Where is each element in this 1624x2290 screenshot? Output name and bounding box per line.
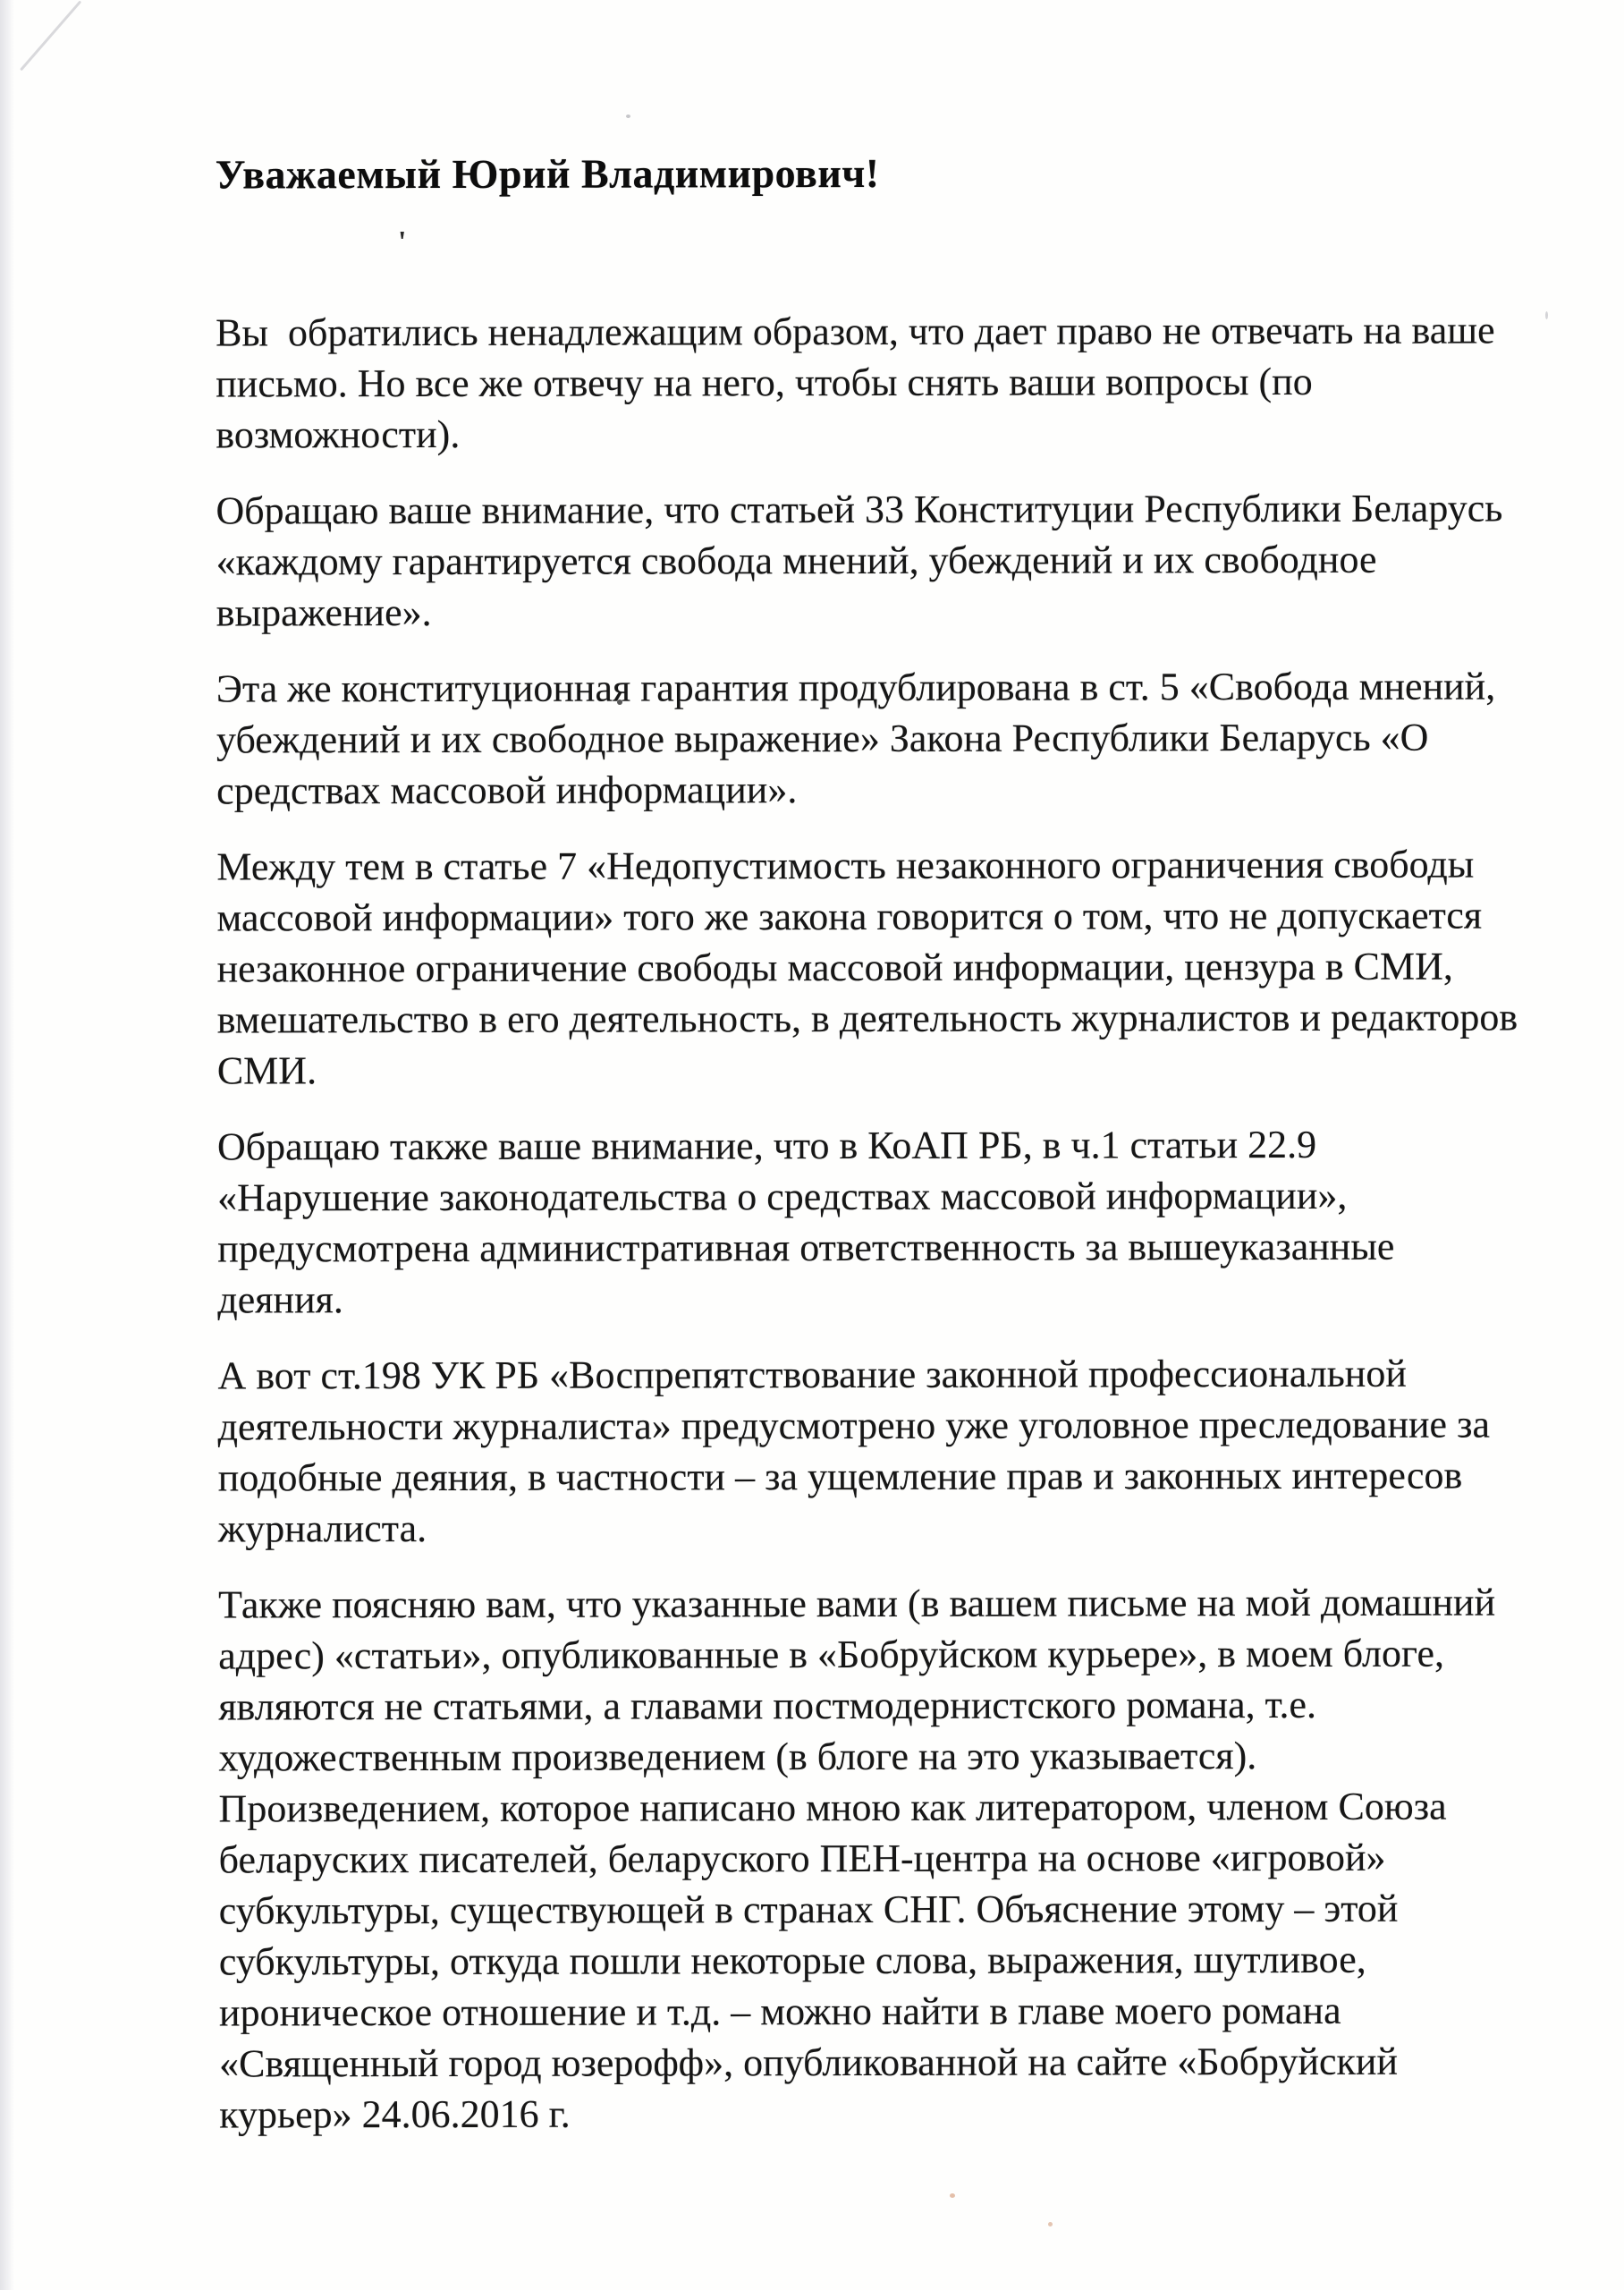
text-line: адрес) «статьи», опубликованные в «Бобруйском курьере», в моем блоге, [218,1631,1445,1678]
text-line: массовой информации» того же закона говорится о том, что не допускается [216,893,1483,940]
text-line: А вот ст.198 УК РБ «Воспрепятствование законной профессиональной [217,1351,1407,1398]
text-line: «Нарушение законодательства о средствах массовой информации», [217,1173,1348,1220]
text-line: Обращаю ваше внимание, что статьей 33 Конституции Республики Беларусь [216,486,1503,533]
text-line: журналиста. [217,1506,427,1551]
scan-speck [1048,2222,1053,2226]
letter-body [215,146,1518,2165]
text-line: Также поясняю вам, что указанные вами (в вашем письме на мой домашний [217,1580,1496,1627]
text-line: субкультуры, существующей в странах СНГ. Объяснение этому – этой [218,1886,1399,1933]
text-line: являются не статьями, а главами постмодернистского романа, т.е. [218,1682,1317,1729]
text-line: ироническое отношение и т.д. – можно найти в главе моего романа [218,1988,1341,2035]
text-line: средствах массовой информации». [216,768,798,813]
stray-apostrophe-mark: ' [398,225,407,259]
text-line: субкультуры, откуда пошли некоторые слова, выражения, шутливое, [218,1937,1366,1984]
scan-speck [626,114,630,118]
text-line: подобные деяния, в частности – за ущемление прав и законных интересов [217,1453,1463,1500]
text-line: беларуских писателей, беларуского ПЕН-центра на основе «игровой» [218,1835,1386,1882]
paragraph-2 [216,482,1503,638]
scan-edge-shadow [0,0,14,2290]
text-line: убеждений и их свободное выражение» Закона Республики Беларусь «О [216,715,1429,762]
text-line: выражение». [216,590,432,635]
text-line: курьер» 24.06.2016 г. [219,2091,571,2137]
text-line: Эта же конституционная гарантия продублирована в ст. 5 «Свобода мнений, [216,664,1496,711]
text-line: Вы обратились ненадлежащим образом, что дает право не отвечать на ваше [216,308,1495,355]
text-line: предусмотрена административная ответственность за вышеуказанные [217,1224,1395,1271]
paragraph-1 [216,304,1503,460]
text-line: СМИ. [216,1048,317,1093]
scan-speck [950,2193,955,2198]
salutation: Уважаемый Юрий Владимирович! [215,149,880,198]
text-line: вмешательство в его деятельность, в деятельность журналистов и редакторов [216,995,1518,1042]
text-line: Между тем в статье 7 «Недопустимость незаконного ограничения свободы [216,842,1475,889]
scan-speck [1545,311,1548,319]
text-line: «Священный город юзерофф», опубликованной на сайте «Бобруйский [219,2039,1399,2086]
paragraph-5 [217,1118,1505,1325]
paragraph-3 [216,660,1504,816]
text-line: «каждому гарантируется свобода мнений, убеждений и их свободное [216,537,1377,584]
text-line: деятельности журналиста» предусмотрено уже уголовное преследование за [217,1402,1491,1449]
text-line: художественным произведением (в блоге на это указывается). [218,1734,1257,1780]
text-line: незаконное ограничение свободы массовой информации, цензура в СМИ, [216,944,1453,991]
scan-scratch-artifact [20,0,81,71]
text-line: Обращаю также ваше внимание, что в КоАП РБ, в ч.1 статьи 22.9 [216,1122,1317,1169]
text-line: Произведением, которое написано мною как литератором, членом Союза [218,1784,1447,1831]
text-line: деяния. [217,1277,343,1322]
text-line: письмо. Но все же отвечу на него, чтобы снять ваши вопросы (по [216,359,1313,406]
text-line: возможности). [216,411,461,457]
paragraph-7 [218,1576,1507,2140]
paragraph-4 [216,838,1518,1096]
paragraph-6 [217,1347,1505,1554]
